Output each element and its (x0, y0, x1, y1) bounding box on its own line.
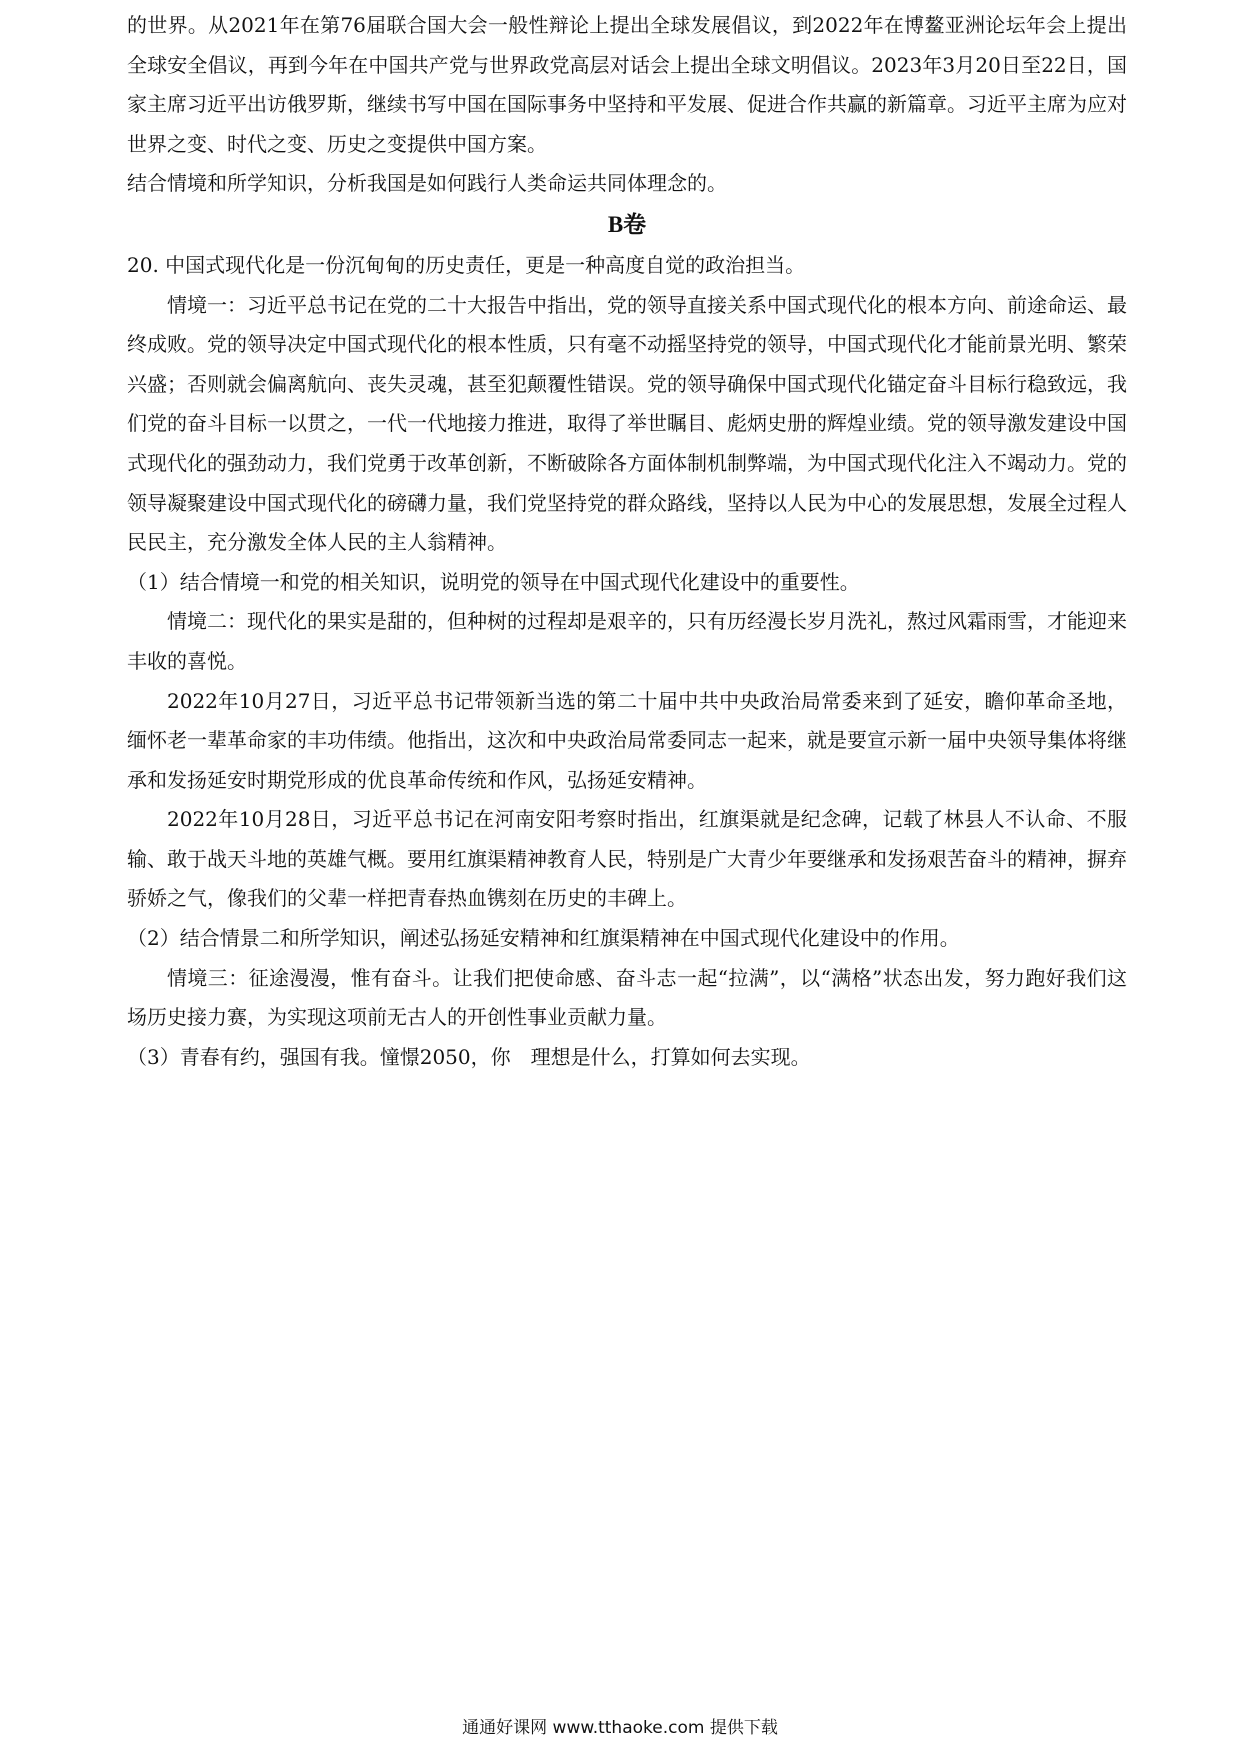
scenario-3: 情境三：征途漫漫，惟有奋斗。让我们把使命感、奋斗志一起“拉满”，以“满格”状态出发，努力跑好我们这场历史接力赛，为实现这项前无古人的开创性事业贡献力量。 (127, 965, 1127, 1030)
scenario-2-hongqiqu: 2022年10月28日，习近平总书记在河南安阳考察时指出，红旗渠就是纪念碑，记载了林县人不认命、不服输、敢于战天斗地的英雄气概。要用红旗渠精神教育人民，特别是广大青少年要继承和发扬艰苦奋斗的精神，摒弃骄娇之气，像我们的父辈一样把青春热血镌刻在历史的丰碑上。 (127, 807, 1127, 911)
sub-question-2: （2）结合情景二和所学知识，阐述弘扬延安精神和红旗渠精神在中国式现代化建设中的作用。 (127, 926, 960, 951)
question-20-stem: 20. 中国式现代化是一份沉甸甸的历史责任，更是一种高度自觉的政治担当。 (127, 252, 806, 277)
sub-question-3: （3）青春有约，强国有我。憧憬2050，你 理想是什么，打算如何去实现。 (127, 1044, 811, 1069)
sub-question-1: （1）结合情境一和党的相关知识，说明党的领导在中国式现代化建设中的重要性。 (127, 569, 860, 594)
section-b-title: B卷 (607, 211, 647, 237)
scenario-2-yanan: 2022年10月27日，习近平总书记带领新当选的第二十届中共中央政治局常委来到了延安，瞻仰革命圣地，缅怀老一辈革命家的丰功伟绩。他指出，这次和中央政治局常委同志一起来，就是要宣示新一届中央领导集体将继承和发扬延安时期党形成的优良革命传统和作风，弘扬延安精神。 (127, 688, 1127, 792)
scenario-1: 情境一：习近平总书记在党的二十大报告中指出，党的领导直接关系中国式现代化的根本方向、前途命运、最终成败。党的领导决定中国式现代化的根本性质，只有毫不动摇坚持党的领导，中国式现代化才能前景光明、繁荣兴盛；否则就会偏离航向、丧失灵魂，甚至犯颠覆性错误。党的领导确保中国式现代化锚定奋斗目标行稳致远，我们党的奋斗目标一以贯之，一代一代地接力推进，取得了举世瞩目、彪炳史册的辉煌业绩。党的领导激发建设中国式现代化的强劲动力，我们党勇于改革创新，不断破除各方面体制机制弊端，为中国式现代化注入不竭动力。党的领导凝聚建设中国式现代化的磅礴力量，我们党坚持党的群众路线，坚持以人民为中心的发展思想，发展全过程人民民主，充分激发全体人民的主人翁精神。 (127, 292, 1127, 555)
page-content (127, 6, 1127, 1077)
continued-paragraph: 的世界。从2021年在第76届联合国大会一般性辩论上提出全球发展倡议，到2022年在博鳌亚洲论坛年会上提出全球安全倡议，再到今年在中国共产党与世界政党高层对话会上提出全球文明倡议。2023年3月20日至22日，国家主席习近平出访俄罗斯，继续书写中国在国际事务中坚持和平发展、促进合作共赢的新篇章。习近平主席为应对世界之变、时代之变、历史之变提供中国方案。 (127, 13, 1127, 156)
question-19-prompt: 结合情境和所学知识，分析我国是如何践行人类命运共同体理念的。 (127, 171, 727, 196)
scenario-2-intro: 情境二：现代化的果实是甜的，但种树的过程却是艰辛的，只有历经漫长岁月洗礼，熬过风霜雨雪，才能迎来丰收的喜悦。 (127, 609, 1127, 673)
page-footer: 通通好课网 www.tthaoke.com 提供下载 (462, 1718, 778, 1738)
